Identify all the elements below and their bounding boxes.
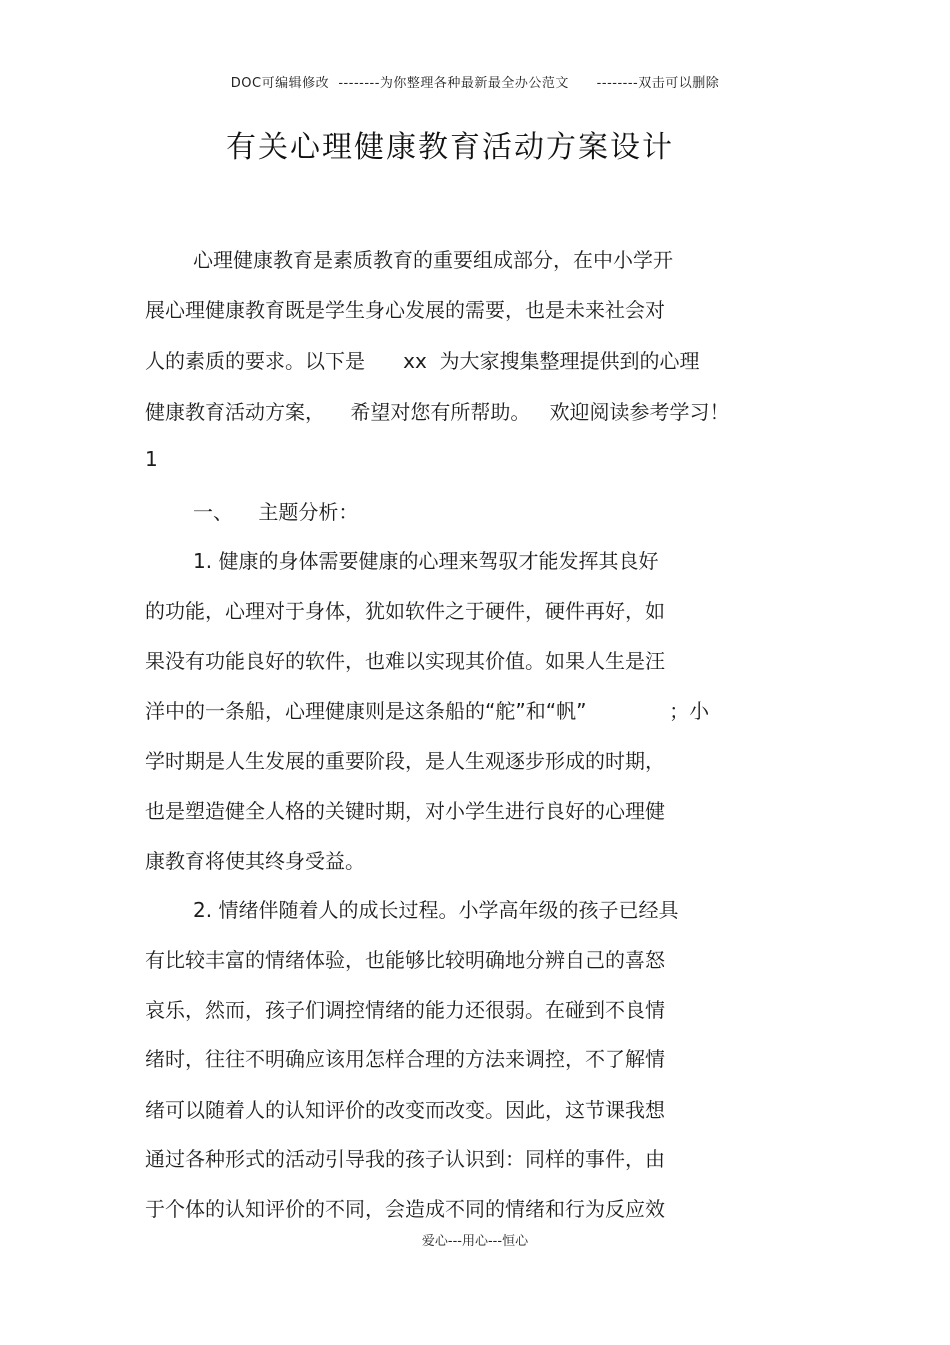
document-title: 有关心理健康教育活动方案设计 bbox=[226, 130, 674, 165]
body-line: 有比较丰富的情绪体验，也能够比较明确地分辨自己的喜怒 bbox=[145, 948, 665, 972]
body-line: 绪时，往往不明确应该用怎样合理的方法来调控，不了解情 bbox=[145, 1047, 665, 1071]
body-line: 学时期是人生发展的重要阶段，是人生观逐步形成的时期， bbox=[145, 749, 665, 773]
body-line: 展心理健康教育既是学生身心发展的需要，也是未来社会对 bbox=[145, 298, 665, 322]
body-line: 通过各种形式的活动引导我的孩子认识到：同样的事件，由 bbox=[145, 1147, 665, 1171]
body-line: 人的素质的要求。以下是 xx 为大家搜集整理提供到的心理 bbox=[145, 349, 700, 373]
body-line: 也是塑造健全人格的关键时期，对小学生进行良好的心理健 bbox=[145, 799, 665, 823]
body-line: 的功能，心理对于身体，犹如软件之于硬件，硬件再好，如 bbox=[145, 599, 665, 623]
body-line: 1. 健康的身体需要健康的心理来驾驭才能发挥其良好 bbox=[193, 549, 659, 573]
body-line: 心理健康教育是素质教育的重要组成部分，在中小学开 bbox=[193, 248, 673, 272]
body-line: 绪可以随着人的认知评价的改变而改变。因此，这节课我想 bbox=[145, 1098, 665, 1122]
page-header: DOC可编辑修改 --------为你整理各种最新最全办公范文 --------双击可以删除 bbox=[230, 76, 720, 91]
body-line: 康教育将使其终身受益。 bbox=[145, 849, 365, 873]
page-footer: 爱心---用心---恒心 bbox=[421, 1234, 529, 1249]
body-line: 果没有功能良好的软件，也难以实现其价值。如果人生是汪 bbox=[145, 649, 665, 673]
body-line: 洋中的一条船，心理健康则是这条船的“舵”和“帆” ；小 bbox=[145, 699, 710, 723]
section-heading: 一、 主题分析： bbox=[193, 500, 359, 524]
body-line: 健康教育活动方案， 希望对您有所帮助。 欢迎阅读参考学习！ bbox=[145, 400, 730, 424]
body-line: 1 bbox=[145, 447, 158, 471]
body-line: 哀乐，然而，孩子们调控情绪的能力还很弱。在碰到不良情 bbox=[145, 998, 665, 1022]
body-line: 2. 情绪伴随着人的成长过程。小学高年级的孩子已经具 bbox=[193, 898, 679, 922]
body-line: 于个体的认知评价的不同，会造成不同的情绪和行为反应效 bbox=[145, 1197, 665, 1221]
